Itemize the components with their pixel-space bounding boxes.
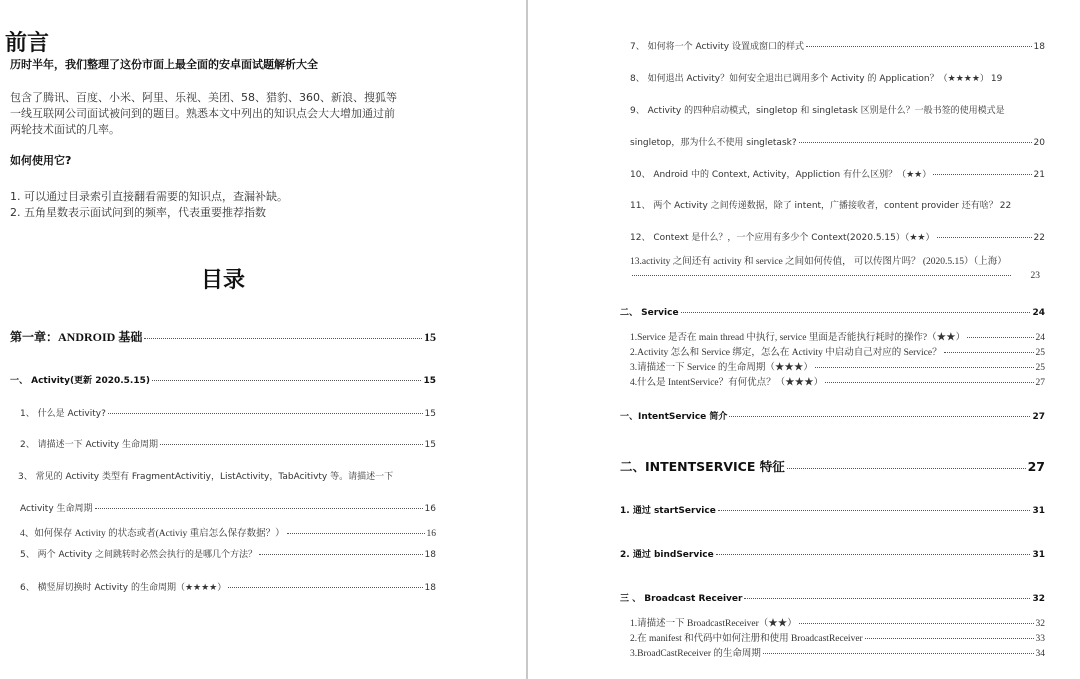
toc-label: 5、 两个 Activity 之间跳转时必然会执行的是哪几个方法？ — [20, 550, 257, 560]
toc-label: 一、IntentService 简介 — [620, 412, 728, 422]
toc-entry[interactable] — [630, 230, 1045, 243]
toc-label: 二、INTENTSERVICE 特征 — [620, 459, 785, 474]
toc-label: 1.请描述一下 BroadcastReceiver（★★） — [630, 619, 797, 629]
preface-subtitle: 历时半年，我们整理了这份市面上最全面的安卓面试题解析大全 — [10, 58, 318, 71]
toc-entry[interactable] — [18, 469, 436, 482]
toc-label: 4.什么是 IntentService？有何优点？（★★★） — [630, 378, 824, 388]
toc-page: 27 — [1035, 378, 1045, 388]
toc-label: 3.请描述一下 Service 的生命周期（★★★） — [630, 363, 813, 373]
toc-page: 33 — [1035, 634, 1045, 644]
dot-leader — [799, 623, 1034, 624]
toc-label: 第一章：ANDROID 基础 — [10, 330, 143, 344]
toc-label: 一、 Activity(更新 2020.5.15) — [10, 376, 150, 386]
toc-entry[interactable] — [630, 374, 1045, 388]
toc-entry[interactable] — [630, 630, 1045, 644]
dot-leader — [806, 46, 1032, 47]
dot-leader — [825, 382, 1033, 383]
toc-entry-section[interactable] — [620, 409, 1045, 422]
toc-page: 18 — [424, 550, 436, 560]
left-page — [0, 0, 526, 679]
toc-page: 18 — [1033, 42, 1045, 52]
toc-label: 二、 Service — [620, 308, 679, 318]
right-page — [528, 0, 1080, 679]
toc-page: 22 — [1033, 233, 1045, 243]
toc-entry[interactable] — [630, 615, 1045, 629]
toc-page: 16 — [426, 529, 436, 539]
toc-label: 2.Activity 怎么和 Service 绑定，怎么在 Activity 中启动自己对应的 Service？ — [630, 348, 942, 358]
toc-page: 34 — [1035, 649, 1045, 659]
toc-label: 1.Service 是否在 main thread 中执行, service 里面是否能执行耗时的操作?（★★） — [630, 333, 966, 343]
toc-page: 31 — [1032, 550, 1045, 560]
toc-page: 21 — [1033, 170, 1045, 180]
dot-leader — [787, 468, 1026, 469]
toc-entry-section[interactable] — [10, 373, 436, 386]
dot-leader — [815, 367, 1034, 368]
toc-label: 4、如何保存 Activity 的状态或者(Activiy 重启怎么保存数据？） — [20, 529, 285, 539]
dot-leader — [933, 174, 1031, 175]
toc-label: 1、 什么是 Activity? — [20, 409, 106, 419]
toc-entry[interactable] — [630, 135, 1045, 148]
toc-label: 2、 请描述一下 Activity 生命周期 — [20, 440, 158, 450]
dot-leader — [763, 653, 1034, 654]
toc-entry[interactable] — [630, 344, 1045, 358]
toc-entry[interactable] — [630, 271, 1040, 281]
dot-leader — [681, 312, 1031, 313]
dot-leader — [632, 275, 1011, 276]
toc-page: 32 — [1035, 619, 1045, 629]
toc-label: 3、 常见的 Activity 类型有 FragmentActivitiy，ListActivity，TabAcitivty 等。请描述一下 — [18, 472, 394, 482]
toc-page: 15 — [423, 376, 436, 386]
dot-leader — [287, 533, 425, 534]
intro-line: 一线互联网公司面试被问到的题目。熟悉本文中列出的知识点会大大增加通过前 — [10, 107, 395, 120]
toc-entry-chapter[interactable] — [10, 328, 436, 345]
toc-entry[interactable] — [20, 525, 436, 539]
toc-label: 9、 Activity 的四种启动模式，singletop 和 singletask 区别是什么？一般书签的使用模式是 — [630, 106, 1005, 116]
toc-entry[interactable] — [630, 253, 1055, 267]
toc-page: 27 — [1027, 459, 1045, 474]
intro-line: 包含了腾讯、百度、小米、阿里、乐视、美团、58、猎豹、360、新浪、搜狐等 — [10, 91, 397, 104]
toc-page: 24 — [1032, 308, 1045, 318]
toc-entry[interactable] — [630, 167, 1045, 180]
toc-entry[interactable] — [20, 437, 436, 450]
toc-page: 15 — [424, 330, 436, 344]
toc-label: 3.BroadCastReceiver 的生命周期 — [630, 649, 761, 659]
dot-leader — [144, 338, 422, 339]
toc-entry[interactable] — [20, 501, 436, 514]
dot-leader — [718, 510, 1031, 511]
toc-entry[interactable] — [630, 71, 1055, 84]
dot-leader — [937, 237, 1032, 238]
toc-page: 25 — [1035, 363, 1045, 373]
toc-entry[interactable] — [630, 645, 1045, 659]
toc-page: 32 — [1032, 594, 1045, 604]
toc-page: 31 — [1032, 506, 1045, 516]
toc-entry[interactable] — [620, 547, 1045, 560]
dot-leader — [967, 337, 1033, 338]
dot-leader — [799, 142, 1032, 143]
dot-leader — [944, 352, 1034, 353]
toc-entry-section[interactable] — [620, 305, 1045, 318]
toc-entry-section[interactable] — [620, 591, 1045, 604]
toc-page: 25 — [1035, 348, 1045, 358]
toc-entry[interactable] — [20, 580, 436, 593]
toc-label: 2.在 manifest 和代码中如何注册和使用 BroadcastReceiver — [630, 634, 863, 644]
dot-leader — [108, 413, 423, 414]
toc-entry[interactable] — [630, 39, 1045, 52]
toc-page: 18 — [424, 583, 436, 593]
toc-label: 12、 Context 是什么？，一个应用有多少个 Context(2020.5.15）（★★） — [630, 233, 935, 243]
toc-label: 6、 横竖屏切换时 Activity 的生命周期（★★★★） — [20, 583, 227, 593]
dot-leader — [95, 508, 423, 509]
toc-title: 目录 — [201, 268, 246, 293]
toc-label: singletop，那为什么不使用 singletask? — [630, 138, 797, 148]
howto-title: 如何使用它? — [10, 154, 72, 167]
dot-leader — [152, 380, 421, 381]
toc-page: 24 — [1035, 333, 1045, 343]
toc-entry[interactable] — [630, 359, 1045, 373]
toc-entry[interactable] — [630, 198, 1055, 211]
toc-label: 13.activity 之间还有 activity 和 service 之间如何传值， 可以传图片吗？ (2020.5.15）（上海） — [630, 257, 1007, 267]
toc-page: 22 — [999, 201, 1012, 211]
toc-label: 2. 通过 bindService — [620, 550, 714, 560]
toc-entry[interactable] — [20, 406, 436, 419]
toc-page: 19 — [990, 74, 1003, 84]
toc-entry[interactable] — [20, 547, 436, 560]
toc-entry[interactable] — [630, 329, 1045, 343]
toc-entry[interactable] — [630, 103, 1055, 116]
toc-page: 15 — [424, 440, 436, 450]
intro-line: 两轮技术面试的几率。 — [10, 123, 120, 136]
toc-page: 16 — [424, 504, 436, 514]
toc-page: 15 — [424, 409, 436, 419]
dot-leader — [160, 444, 423, 445]
toc-label: 7、 如何将一个 Activity 设置成窗口的样式 — [630, 42, 804, 52]
toc-page: 23 — [1030, 271, 1040, 281]
toc-label: Activity 生命周期 — [20, 504, 93, 514]
preface-title: 前言 — [5, 31, 50, 56]
toc-label: 11、 两个 Activity 之间传递数据，除了 intent，广播接收者，content provider 还有啥？ — [630, 201, 998, 211]
toc-page: 20 — [1033, 138, 1045, 148]
dot-leader — [259, 554, 423, 555]
toc-entry-section[interactable] — [620, 457, 1045, 475]
howto-item: 1. 可以通过目录索引直接翻看需要的知识点，查漏补缺。 — [10, 190, 288, 203]
howto-item: 2. 五角星数表示面试问到的频率，代表重要推荐指数 — [10, 206, 266, 219]
toc-label: 三 、 Broadcast Receiver — [620, 594, 743, 604]
dot-leader — [716, 554, 1031, 555]
dot-leader — [228, 587, 422, 588]
dot-leader — [865, 638, 1034, 639]
toc-label: 10、 Android 中的 Context, Activity，Appliction 有什么区别？（★★） — [630, 170, 932, 180]
dot-leader — [744, 598, 1030, 599]
toc-label: 8、 如何退出 Activity？如何安全退出已调用多个 Activity 的 Application？（★★★★） — [630, 74, 989, 84]
dot-leader — [729, 416, 1030, 417]
toc-label: 1. 通过 startService — [620, 506, 716, 516]
toc-page: 27 — [1032, 412, 1045, 422]
toc-entry[interactable] — [620, 503, 1045, 516]
